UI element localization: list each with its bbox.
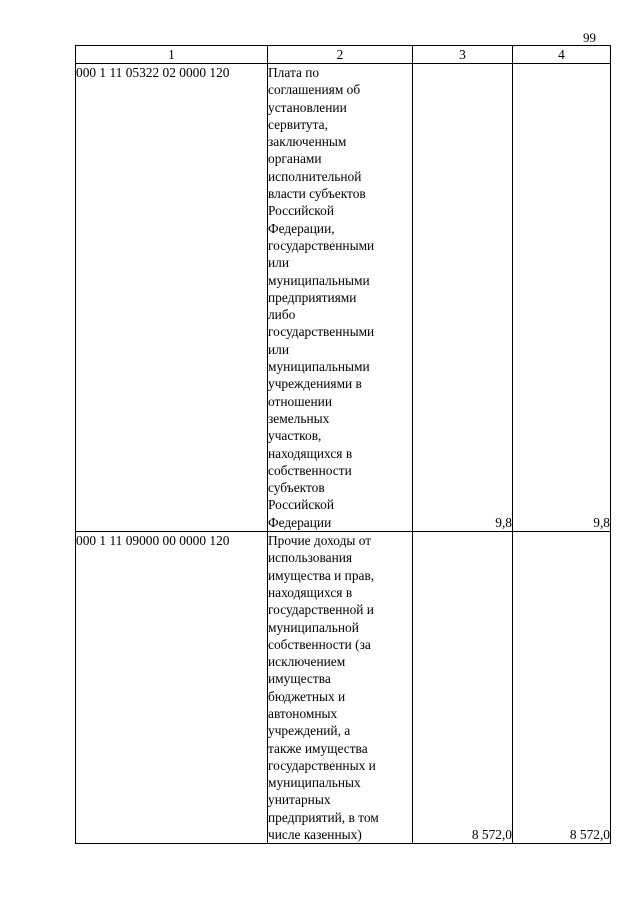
column-header-2: 2 xyxy=(268,46,413,64)
revenue-name-line: Российской xyxy=(268,203,334,219)
revenue-name-line: установлении xyxy=(268,99,347,115)
page-number: 99 xyxy=(583,30,596,45)
revenue-name-line: муниципальными xyxy=(268,272,370,288)
column-header-1: 1 xyxy=(76,46,268,64)
revenue-name-line: органами xyxy=(268,151,322,167)
revenue-name-line: власти субъектов xyxy=(268,186,366,202)
revenue-name-line: Плата по xyxy=(268,65,320,80)
revenue-name-line: числе казенных) xyxy=(268,827,362,843)
revenue-name-line: Прочие доходы от xyxy=(268,533,372,549)
revenue-name xyxy=(268,532,413,844)
column-header-4: 4 xyxy=(513,46,611,64)
revenue-name-line: находящихся в xyxy=(268,584,353,600)
table-row xyxy=(76,532,611,844)
revenue-name-line: бюджетных и xyxy=(268,688,346,704)
revenue-name-line: участков, xyxy=(268,428,322,444)
revenue-name-line: имущества и прав, xyxy=(268,567,375,583)
revenue-name-line: соглашениям об xyxy=(268,82,361,98)
revenue-name-line: земельных xyxy=(268,410,330,426)
revenue-name-line: государственными xyxy=(268,237,375,253)
revenue-name-line: Российской xyxy=(268,497,334,513)
budget-table xyxy=(75,45,611,844)
revenue-name-line: либо xyxy=(268,307,296,323)
amount-column-4: 8 572,0 xyxy=(513,532,611,844)
revenue-name-line: государственными xyxy=(268,324,375,340)
revenue-name-line: заключенным xyxy=(268,134,347,150)
revenue-name-line: государственных и xyxy=(268,757,376,773)
revenue-name-line: автономных xyxy=(268,705,338,721)
revenue-name-line: использования xyxy=(268,550,353,566)
revenue-name-line: исключением xyxy=(268,654,346,670)
revenue-name-line: учреждений, а xyxy=(268,723,351,739)
revenue-name-line: или xyxy=(268,255,290,271)
table-row xyxy=(76,64,611,532)
revenue-name-line: отношении xyxy=(268,393,332,409)
revenue-name xyxy=(268,64,413,532)
revenue-name-line: или xyxy=(268,341,290,357)
revenue-name-line: унитарных xyxy=(268,792,331,808)
table-body xyxy=(76,64,611,844)
revenue-name-line: собственности (за xyxy=(268,636,371,652)
revenue-name-line: сервитута, xyxy=(268,116,328,132)
revenue-name-line: находящихся в xyxy=(268,445,353,461)
revenue-name-line: государственной и xyxy=(268,602,374,618)
revenue-name-line: также имущества xyxy=(268,740,368,756)
classification-code: 000 1 11 05322 02 0000 120 xyxy=(76,64,268,532)
revenue-name-line: предприятий, в том xyxy=(268,809,379,825)
revenue-name-line: муниципальной xyxy=(268,619,359,635)
revenue-name-line: субъектов xyxy=(268,480,325,496)
column-header-3: 3 xyxy=(413,46,513,64)
amount-column-3: 9,8 xyxy=(413,64,513,532)
revenue-name-line: Федерации, xyxy=(268,220,335,236)
revenue-name-line: собственности xyxy=(268,462,352,478)
amount-column-3: 8 572,0 xyxy=(413,532,513,844)
revenue-name-line: предприятиями xyxy=(268,289,357,305)
classification-code: 000 1 11 09000 00 0000 120 xyxy=(76,532,268,844)
table-header-row xyxy=(76,46,611,64)
revenue-name-line: исполнительной xyxy=(268,168,362,184)
revenue-name-line: Федерации xyxy=(268,514,332,530)
revenue-name-line: муниципальными xyxy=(268,359,370,375)
revenue-name-line: имущества xyxy=(268,671,331,687)
revenue-name-line: учреждениями в xyxy=(268,376,362,392)
revenue-name-line: муниципальных xyxy=(268,775,361,791)
amount-column-4: 9,8 xyxy=(513,64,611,532)
